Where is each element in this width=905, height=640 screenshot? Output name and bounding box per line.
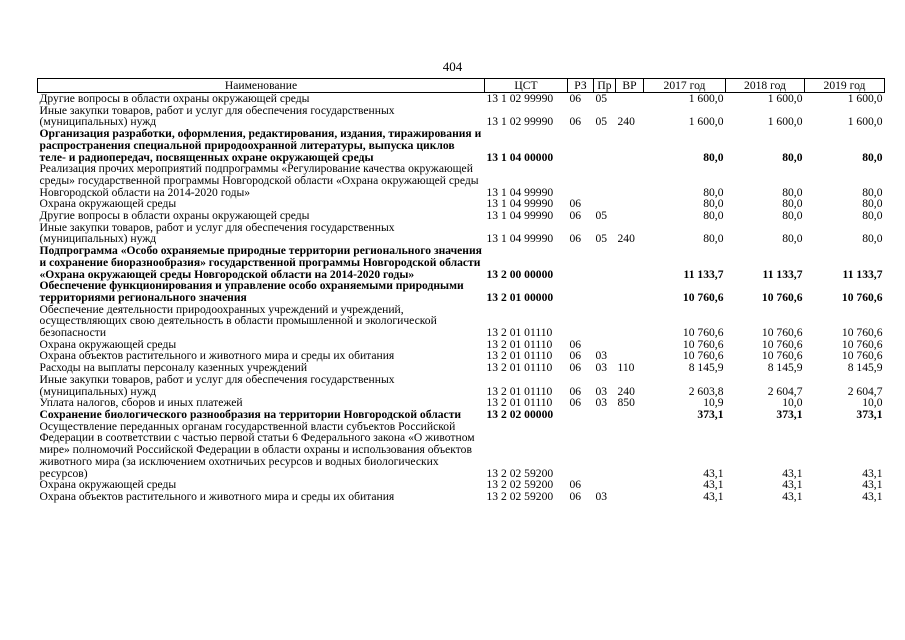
cell-y2019: 80,0 xyxy=(862,185,883,199)
cell-cst: 13 2 00 00000 xyxy=(486,267,554,281)
cell-pr xyxy=(594,245,616,280)
cell-cst: 13 1 02 99990 xyxy=(486,115,554,129)
header-pr: Пр xyxy=(594,79,616,93)
cell-name: Охрана окружающей среды xyxy=(39,478,177,492)
cell-y2019: 1 600,0 xyxy=(847,92,883,105)
cell-pr xyxy=(594,304,616,339)
cell-vr xyxy=(616,280,644,303)
cell-rz: 06 xyxy=(569,197,582,211)
cell-y2017: 1 600,0 xyxy=(688,92,724,105)
header-vr: ВР xyxy=(616,79,644,93)
cell-y2018: 8 145,9 xyxy=(767,361,803,375)
cell-rz xyxy=(568,409,594,421)
cell-y2017: 1 600,0 xyxy=(688,115,724,129)
cell-rz: 06 xyxy=(569,337,582,351)
cell-name: Реализация прочих мероприятий подпрограммы «Регулирование качества окружающей среды» государственной программы Новгородской области «Охрана окружающей среды Новгородской области на 2014-2020 годы» xyxy=(39,162,479,199)
cell-vr xyxy=(616,93,644,105)
header-2018: 2018 год xyxy=(726,79,805,93)
cell-pr: 05 xyxy=(595,92,608,105)
cell-y2017: 80,0 xyxy=(703,209,724,223)
cell-y2019: 10 760,6 xyxy=(841,326,883,340)
cell-name: Другие вопросы в области охраны окружающей среды xyxy=(39,92,310,105)
cell-name: Уплата налогов, сборов и иных платежей xyxy=(39,396,243,410)
cell-y2018: 373,1 xyxy=(776,407,803,421)
header-cst: ЦСТ xyxy=(485,79,568,93)
table-row xyxy=(38,105,885,128)
cell-cst: 13 2 01 01110 xyxy=(486,384,553,398)
cell-vr xyxy=(616,479,644,491)
table-row xyxy=(38,374,885,397)
cell-y2019: 80,0 xyxy=(862,209,883,223)
cell-name: Организация разработки, оформления, редактирования, издания, тиражирования и распространения специальной природоохранной литературы, выпуска циклов теле- и радиопередач, посвященных охране окружающей среды xyxy=(39,127,482,164)
cell-y2019: 10,0 xyxy=(862,396,883,410)
cell-rz xyxy=(568,163,594,198)
cell-name: Другие вопросы в области охраны окружающей среды xyxy=(39,209,310,223)
cell-rz: 06 xyxy=(569,92,582,105)
cell-cst: 13 2 02 59200 xyxy=(486,466,554,480)
cell-y2019: 43,1 xyxy=(862,489,883,503)
cell-pr: 03 xyxy=(595,384,608,398)
cell-rz: 06 xyxy=(569,361,582,375)
cell-cst: 13 1 04 99990 xyxy=(486,197,554,211)
cell-rz: 06 xyxy=(569,232,582,246)
header-2019: 2019 год xyxy=(805,79,885,93)
cell-vr xyxy=(616,421,644,480)
cell-y2017: 10 760,6 xyxy=(682,290,724,304)
cell-pr: 03 xyxy=(595,349,608,363)
cell-cst: 13 2 02 59200 xyxy=(486,489,554,503)
cell-pr: 05 xyxy=(595,232,608,246)
cell-name: Осуществление переданных органам государственной власти субъектов Российской Федерации в соответствии с частью первой статьи 6 Федерального закона «О животном мире» полномочий Российской Федерации в области охраны и использования объектов животного мира (за исключением охотничьих ресурсов и водных биологических ресурсов) xyxy=(39,419,475,480)
cell-y2018: 80,0 xyxy=(782,197,803,211)
cell-y2019: 1 600,0 xyxy=(847,115,883,129)
cell-name: Сохранение биологического разнообразия на территории Новгородской области xyxy=(39,407,462,421)
cell-name: Иные закупки товаров, работ и услуг для обеспечения государственных (муниципальных) нужд xyxy=(39,103,395,129)
cell-rz: 06 xyxy=(569,209,582,223)
cell-y2017: 80,0 xyxy=(703,150,724,164)
cell-vr xyxy=(616,163,644,198)
cell-name: Обеспечение деятельности природоохранных учреждений и учреждений, осуществляющих свою деятельность в области промышленной и экологической безопасности xyxy=(39,302,437,340)
cell-y2017: 80,0 xyxy=(703,197,724,211)
cell-y2019: 2 604,7 xyxy=(847,384,883,398)
cell-vr xyxy=(616,409,644,421)
cell-y2019: 43,1 xyxy=(862,466,883,480)
cell-cst: 13 1 04 99990 xyxy=(486,209,554,223)
table-row xyxy=(38,421,885,480)
cell-y2018: 11 133,7 xyxy=(762,267,803,281)
cell-vr: 850 xyxy=(617,396,635,410)
cell-vr: 110 xyxy=(617,361,635,375)
cell-rz: 06 xyxy=(569,115,582,129)
cell-y2019: 43,1 xyxy=(862,478,883,492)
table-row xyxy=(38,280,885,303)
cell-name: Подпрограмма «Особо охраняемые природные территории регионального значения и сохранение биоразнообразия» государственной программы Новгородской области «Охрана окружающей среды Новгородской области на 2014-2020 годы» xyxy=(39,244,482,281)
cell-pr xyxy=(594,280,616,303)
cell-pr: 05 xyxy=(595,209,608,223)
cell-y2018: 10 760,6 xyxy=(761,349,803,363)
cell-cst: 13 2 02 00000 xyxy=(486,407,554,421)
cell-y2019: 8 145,9 xyxy=(847,361,883,375)
cell-vr xyxy=(616,128,644,163)
table-row xyxy=(38,245,885,280)
cell-y2018: 80,0 xyxy=(782,150,803,164)
cell-rz: 06 xyxy=(569,349,582,363)
table-row xyxy=(38,93,885,105)
cell-y2017: 10 760,6 xyxy=(682,326,724,340)
cell-y2018: 43,1 xyxy=(782,478,803,492)
cell-y2018: 1 600,0 xyxy=(767,115,803,129)
cell-y2017: 10,9 xyxy=(703,396,724,410)
cell-vr xyxy=(616,198,644,210)
cell-y2017: 10 760,6 xyxy=(682,337,724,351)
cell-name: Обеспечение функционирования и управление особо охраняемыми природными территориями регионального значения xyxy=(39,279,464,304)
cell-cst: 13 1 04 99990 xyxy=(486,185,554,199)
cell-y2017: 2 603,8 xyxy=(688,384,724,398)
cell-pr: 03 xyxy=(595,361,608,375)
cell-vr: 240 xyxy=(617,232,635,246)
cell-name: Иные закупки товаров, работ и услуг для обеспечения государственных (муниципальных) нужд xyxy=(39,220,395,246)
cell-y2018: 80,0 xyxy=(782,232,803,246)
table-row xyxy=(38,491,885,503)
cell-rz: 06 xyxy=(569,478,582,492)
cell-y2019: 11 133,7 xyxy=(842,267,883,281)
table-row xyxy=(38,128,885,163)
cell-y2019: 80,0 xyxy=(862,232,883,246)
budget-table xyxy=(37,78,885,503)
cell-cst: 13 1 04 99990 xyxy=(486,232,554,246)
table-row xyxy=(38,409,885,421)
cell-pr: 05 xyxy=(595,115,608,129)
cell-vr xyxy=(616,491,644,503)
cell-pr xyxy=(594,409,616,421)
cell-rz: 06 xyxy=(569,396,582,410)
cell-y2017: 8 145,9 xyxy=(688,361,724,375)
table-row xyxy=(38,222,885,245)
cell-rz xyxy=(568,128,594,163)
table-header-row xyxy=(38,79,885,93)
page-number: 404 xyxy=(442,59,463,74)
cell-vr: 240 xyxy=(617,384,635,398)
cell-vr xyxy=(616,210,644,222)
cell-y2018: 80,0 xyxy=(782,185,803,199)
cell-cst: 13 2 01 01110 xyxy=(486,326,553,340)
cell-name: Иные закупки товаров, работ и услуг для обеспечения государственных (муниципальных) нужд xyxy=(39,372,395,398)
cell-y2019: 80,0 xyxy=(862,150,883,164)
cell-name: Охрана окружающей среды xyxy=(39,197,177,211)
cell-y2018: 10 760,6 xyxy=(761,290,803,304)
cell-cst: 13 2 01 01110 xyxy=(486,349,553,363)
cell-pr xyxy=(594,128,616,163)
table-row xyxy=(38,210,885,222)
cell-name: Охрана объектов растительного и животного мира и среды их обитания xyxy=(39,349,395,363)
header-rz: РЗ xyxy=(568,79,594,93)
cell-y2019: 373,1 xyxy=(856,407,883,421)
cell-name: Охрана объектов растительного и животного мира и среды их обитания xyxy=(39,489,395,503)
cell-cst: 13 1 02 99990 xyxy=(486,92,554,105)
cell-y2018: 10 760,6 xyxy=(761,326,803,340)
cell-y2017: 10 760,6 xyxy=(682,349,724,363)
cell-name: Охрана окружающей среды xyxy=(39,337,177,351)
cell-y2019: 80,0 xyxy=(862,197,883,211)
cell-rz xyxy=(568,304,594,339)
cell-y2017: 11 133,7 xyxy=(683,267,724,281)
cell-y2017: 43,1 xyxy=(703,489,724,503)
cell-rz xyxy=(568,245,594,280)
cell-y2017: 373,1 xyxy=(697,407,724,421)
cell-cst: 13 1 04 00000 xyxy=(486,150,554,164)
table-row xyxy=(38,163,885,198)
header-2017: 2017 год xyxy=(644,79,726,93)
cell-pr xyxy=(594,421,616,480)
cell-vr: 240 xyxy=(617,115,635,129)
cell-rz: 06 xyxy=(569,384,582,398)
cell-vr xyxy=(616,339,644,351)
cell-cst: 13 2 02 59200 xyxy=(486,478,554,492)
cell-rz xyxy=(568,421,594,480)
cell-y2019: 10 760,6 xyxy=(841,290,883,304)
cell-y2018: 1 600,0 xyxy=(767,92,803,105)
header-name: Наименование xyxy=(38,79,485,93)
cell-rz: 06 xyxy=(569,489,582,503)
cell-rz xyxy=(568,280,594,303)
cell-pr: 03 xyxy=(595,396,608,410)
cell-y2018: 10 760,6 xyxy=(761,337,803,351)
cell-vr xyxy=(616,245,644,280)
cell-cst: 13 2 01 01110 xyxy=(486,396,553,410)
cell-y2017: 43,1 xyxy=(703,466,724,480)
cell-y2017: 43,1 xyxy=(703,478,724,492)
cell-vr xyxy=(616,304,644,339)
cell-cst: 13 2 01 01110 xyxy=(486,361,553,375)
cell-y2019: 10 760,6 xyxy=(841,349,883,363)
cell-pr xyxy=(594,163,616,198)
cell-y2019: 10 760,6 xyxy=(841,337,883,351)
cell-y2017: 80,0 xyxy=(703,232,724,246)
cell-y2018: 80,0 xyxy=(782,209,803,223)
cell-name: Расходы на выплаты персоналу казенных учреждений xyxy=(39,361,308,375)
cell-y2018: 2 604,7 xyxy=(767,384,803,398)
cell-cst: 13 2 01 00000 xyxy=(486,290,554,304)
cell-pr: 03 xyxy=(595,489,608,503)
cell-y2018: 43,1 xyxy=(782,489,803,503)
cell-y2018: 43,1 xyxy=(782,466,803,480)
cell-cst: 13 2 01 01110 xyxy=(486,337,553,351)
cell-y2018: 10,0 xyxy=(782,396,803,410)
table-row xyxy=(38,304,885,339)
cell-y2017: 80,0 xyxy=(703,185,724,199)
